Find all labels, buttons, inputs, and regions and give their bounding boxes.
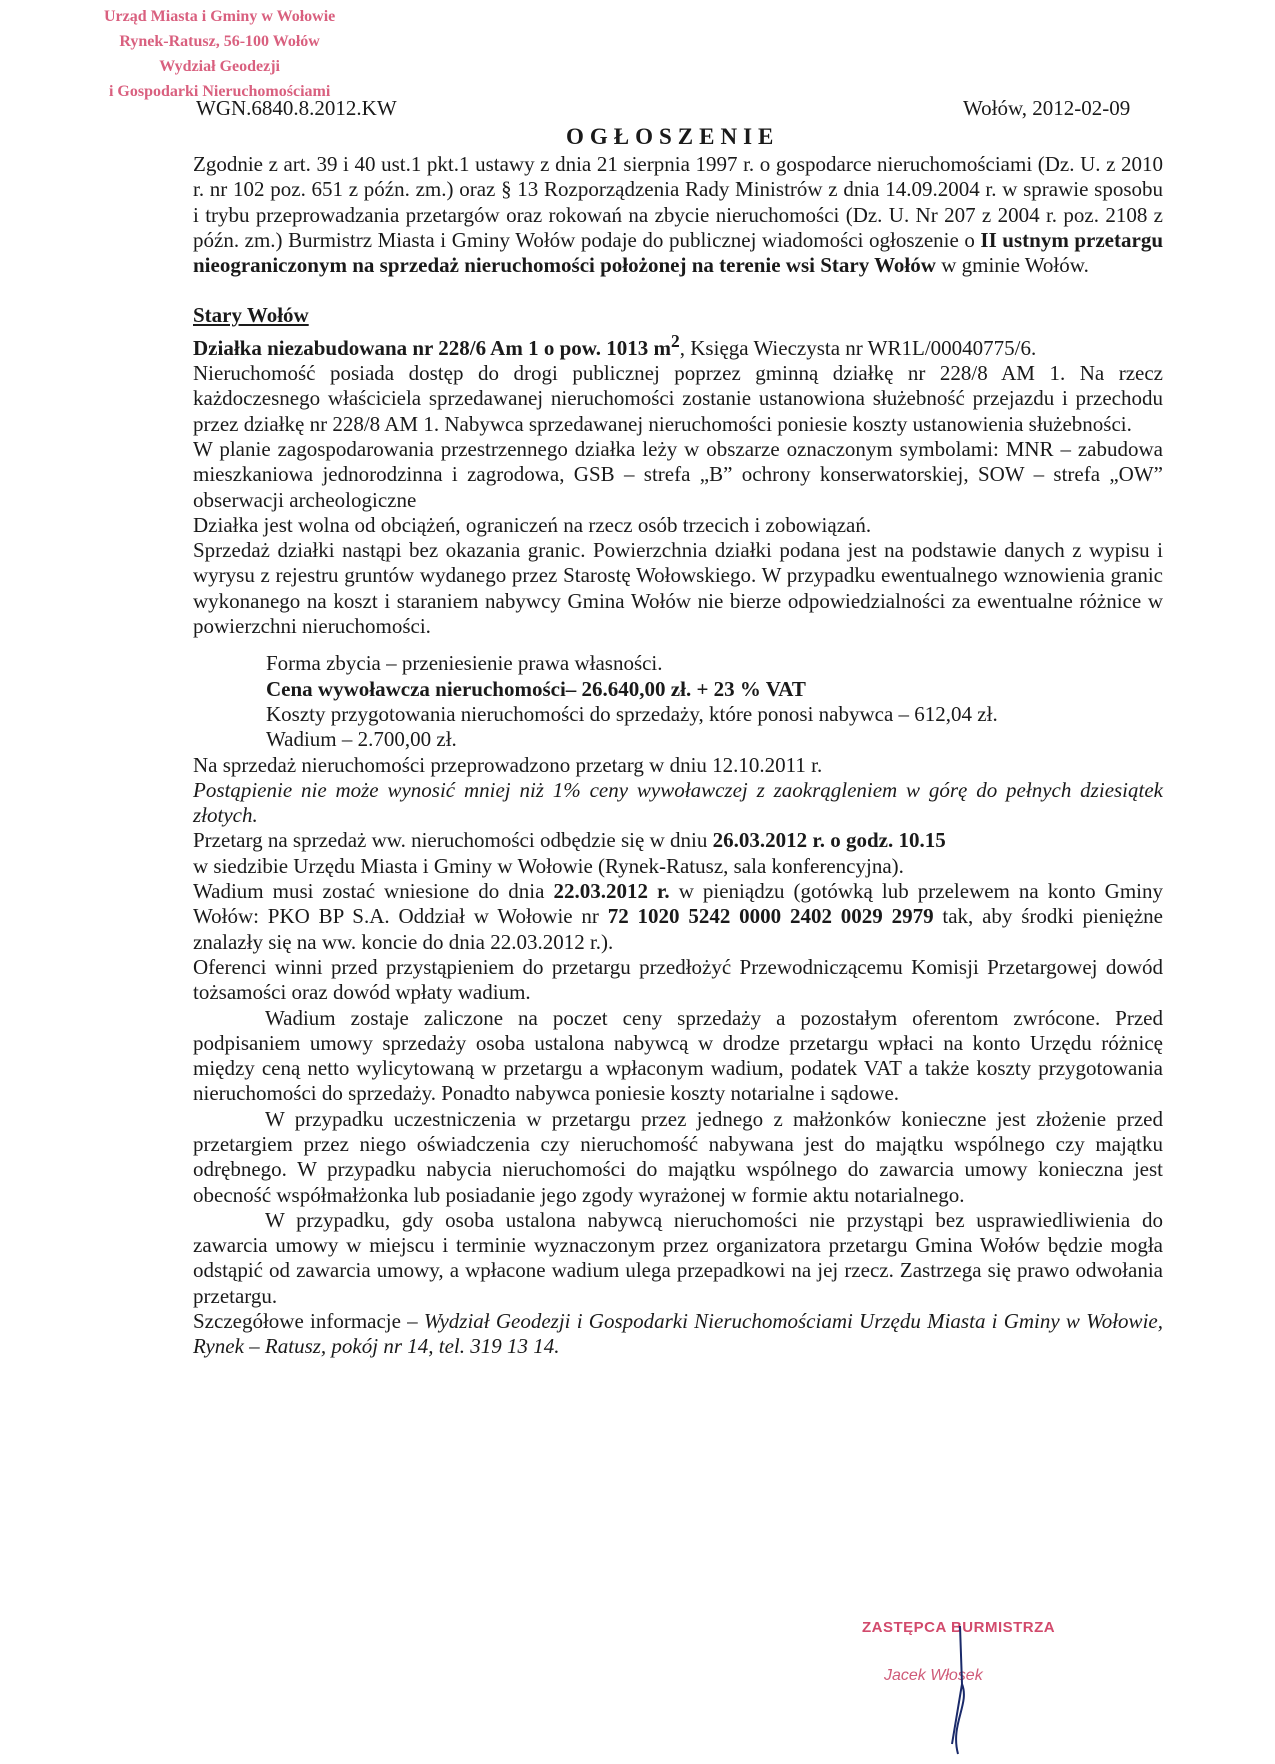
forfeit-paragraph: W przypadku, gdy osoba ustalona nabywcą nieruchomości nie przystąpi bez usprawiedliwienia do zawarcia umowy w miejscu i terminie wyznaczonym przez organizatora przetargu Gmina Wołów będzie mogła odstąpić od zawarcia umowy, a wpłacone wadium ulega przepadkowi na jej rzecz. Zastrzega się prawo odwołania przetargu. [193, 1207, 1163, 1308]
intro-text: Zgodnie z art. 39 i 40 ust.1 pkt.1 ustawy z dnia 21 sierpnia 1997 r. o gospodarce nieruchomościami (Dz. U. z 2010 r. nr 102 poz. 651 z późn. zm.) oraz § 13 Rozporządzenia Rady Ministrów z dnia 14.09.2004 r. w sprawie sposobu i trybu przeprowadzania przetargów oraz rokowań na zbycie nieruchomości (Dz. U. Nr 207 z 2004 r. poz. 2108 z późn. zm.) Burmistrz Miasta i Gminy Wołów podaje do publicznej wiadomości ogłoszenie o [193, 152, 1163, 252]
boundaries-paragraph: Sprzedaż działki nastąpi bez okazania granic. Powierzchnia działki podana jest na podstawie danych z wypisu i wyrysu z rejestru gruntów wydanego przez Starostę Wołowskiego. W przypadku ewentualnego wznowienia granic wykonanego na koszt i staraniem nabywcy Gmina Wołów nie bierze odpowiedzialności za ewentualne różnice w powierzchni nieruchomości. [193, 538, 1163, 639]
deposit-paragraph: Wadium zostaje zaliczone na poczet ceny sprzedaży a pozostałym oferentom zwrócone. Przed podpisaniem umowy sprzedaży osoba ustalona nabywcą w drodze przetargu wpłaci na konto Urzędu różnicę między ceną netto wylicytowaną w przetargu a wpłaconym wadium, podatek VAT a także koszty przygotowania nieruchomości do sprzedaży. Ponadto nabywca poniesie koszty notarialne i sądowe. [193, 1005, 1163, 1106]
auction-date-text: Przetarg na sprzedaż ww. nieruchomości odbędzie się w dniu [193, 828, 713, 853]
property-heading: Stary Wołów [193, 303, 309, 328]
signature-title: ZASTĘPCA BURMISTRZA [862, 1619, 1056, 1636]
encumbrance-paragraph: Działka jest wolna od obciążeń, ograniczeń na rzecz osób trzecich i zobowiązań. [193, 512, 872, 537]
signature-name: Jacek Włosek [884, 1667, 983, 1684]
document-reference: WGN.6840.8.2012.KW [196, 96, 397, 120]
document-body [193, 152, 1163, 1360]
sale-form: Forma zbycia – przeniesienie prawa własności. [266, 651, 663, 676]
plot-bold: Działka niezabudowana nr 228/6 Am 1 o pow. 1013 m [193, 335, 672, 360]
contact-info [193, 1309, 1163, 1360]
plot-rest: , Księga Wieczysta nr WR1L/00040775/6. [679, 335, 1037, 360]
deposit-text: tak, aby środki pieniężne znalazły się na ww. koncie do dnia 22.03.2012 r.). [193, 904, 1163, 954]
intro-paragraph [193, 152, 1163, 278]
identity-requirement: Oferenci winni przed przystąpieniem do przetargu przedłożyć Przewodniczącemu Komisji Przetargowej dowód tożsamości oraz dowód wpłaty wadium. [193, 954, 1163, 1005]
spouse-paragraph: W przypadku uczestniczenia w przetargu przez jednego z małżonków konieczne jest złożenie przed przetargiem przez niego oświadczenia czy nieruchomość nabywana jest do majątku wspólnego czy majątku odrębnego. W przypadku nabycia nieruchomości do majątku wspólnego do zawarcia umowy konieczna jest obecność współmałżonka lub posiadanie jego zgody wyrażonej w formie aktu notarialnego. [193, 1106, 1163, 1207]
deposit-text: Wadium musi zostać wniesione do dnia [193, 879, 554, 904]
deposit-date: 22.03.2012 r. [553, 879, 670, 904]
auction-date [193, 828, 1163, 853]
deposit-text: w pieniądzu (gotówką lub przelewem na konto Gminy Wołów: PKO BP S.A. Oddział w Wołowie nr [193, 879, 1163, 929]
stamp-line: Urząd Miasta i Gminy w Wołowie [104, 8, 336, 25]
plot-description [193, 329, 1163, 361]
preparation-costs: Koszty przygotowania nieruchomości do sprzedaży, które ponosi nabywca – 612,04 zł. [266, 701, 998, 726]
previous-auction: Na sprzedaż nieruchomości przeprowadzono przetarg w dniu 12.10.2011 r. [193, 752, 823, 777]
signature-scribble-icon [930, 1624, 990, 1764]
contact-label: Szczegółowe informacje – [193, 1309, 424, 1334]
starting-price: Cena wywoławcza nieruchomości– 26.640,00 zł. + 23 % VAT [266, 676, 806, 701]
access-paragraph: Nieruchomość posiada dostęp do drogi publicznej poprzez gminną działkę nr 228/8 AM 1. Na rzecz każdoczesnego właściciela sprzedawanej nieruchomości zostanie ustanowiona służebność przejazdu i przechodu przez działkę nr 228/8 AM 1. Nabywca sprzedawanej nieruchomości poniesie koszty ustanowienia służebności. [193, 361, 1163, 436]
deposit-amount: Wadium – 2.700,00 zł. [266, 727, 457, 752]
property-heading-line [193, 303, 1163, 328]
intro-bold: II ustnym przetargu nieograniczonym na sprzedaż nieruchomości położonej na terenie wsi Stary Wołów [193, 227, 1163, 278]
stamp-line: i Gospodarki Nieruchomościami [108, 83, 331, 100]
plot-sup: 2 [671, 330, 680, 351]
intro-text-end: w gminie Wołów. [935, 253, 1089, 278]
bid-increment: Postąpienie nie może wynosić mniej niż 1% ceny wywoławczej z zaokrągleniem w górę do pełnych dziesiątek złotych. [193, 777, 1163, 828]
bank-account: 72 1020 5242 0000 2402 0029 2979 [607, 904, 934, 929]
zoning-paragraph: W planie zagospodarowania przestrzennego działka leży w obszarze oznaczonym symbolami: MNR – zabudowa mieszkaniowa jednorodzinna i zagrodowa, GSB – strefa „B” ochrony konserwatorskiej, SOW – strefa „OW” obserwacji archeologiczne [193, 436, 1163, 512]
document-title: OGŁOSZENIE [566, 124, 780, 149]
office-stamp [104, 4, 335, 104]
stamp-line: Wydział Geodezji [159, 58, 280, 75]
stamp-line: Rynek-Ratusz, 56-100 Wołów [119, 33, 320, 50]
auction-venue: w siedzibie Urzędu Miasta i Gminy w Wołowie (Rynek-Ratusz, sala konferencyjna). [193, 853, 904, 878]
deposit-terms [193, 879, 1163, 955]
contact-details: Wydział Geodezji i Gospodarki Nieruchomościami Urzędu Miasta i Gminy w Wołowie, Rynek – Ratusz, pokój nr 14, tel. 319 13 14. [193, 1309, 1163, 1359]
document-date: Wołów, 2012-02-09 [963, 96, 1131, 120]
auction-date-bold: 26.03.2012 r. o godz. 10.15 [712, 828, 946, 853]
